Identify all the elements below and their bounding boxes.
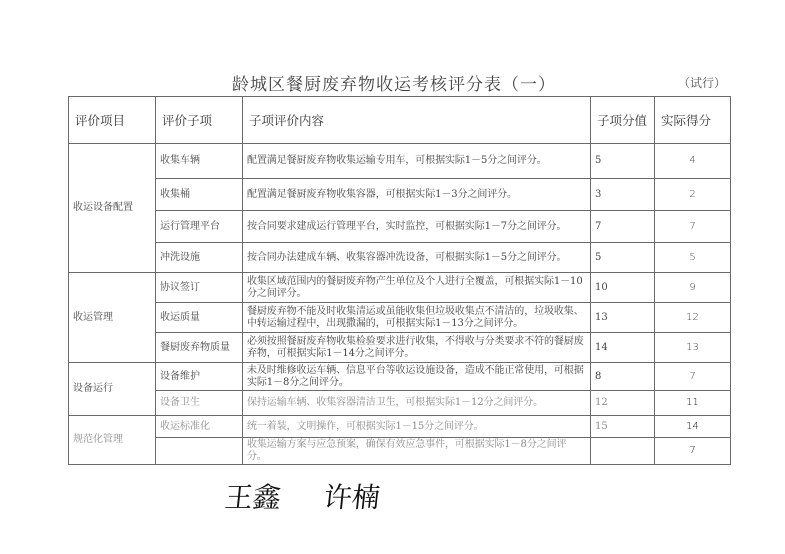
criteria-cell: 保持运输车辆、收集容器清洁卫生，可根据实际1－12分之间评分。 [243, 391, 591, 416]
sub-item-cell: 运行管理平台 [156, 211, 243, 243]
score-table [68, 96, 731, 465]
header-category: 评价项目 [69, 97, 156, 144]
table-row [69, 144, 731, 179]
sub-item-cell: 收集桶 [156, 179, 243, 211]
actual-score-cell: 11 [655, 391, 731, 416]
max-score-cell: 5 [591, 243, 655, 273]
actual-score-cell: 9 [655, 273, 731, 303]
criteria-cell: 餐厨废弃物不能及时收集清运或虽能收集但垃圾收集点不清洁的，垃圾收集、中转运输过程中，出现撒漏的，可根据实际1－13分之间评分。 [243, 303, 591, 333]
header-actual-score: 实际得分 [655, 97, 731, 144]
sub-item-cell: 收运标准化 [156, 416, 243, 438]
header-row [69, 97, 731, 144]
table-row [69, 211, 731, 243]
max-score-cell: 10 [591, 273, 655, 303]
actual-score-cell: 7 [655, 438, 731, 465]
actual-score-cell: 14 [655, 416, 731, 438]
table-row [69, 273, 731, 303]
max-score-cell: 5 [591, 144, 655, 179]
criteria-cell: 按合同办法建成车辆、收集容器冲洗设备，可根据实际1－5分之间评分。 [243, 243, 591, 273]
criteria-cell: 必须按照餐厨废弃物收集检验要求进行收集，不得收与分类要求不符的餐厨废弃物，可根据实际1－14分之间评分。 [243, 333, 591, 363]
criteria-cell: 配置满足餐厨废弃物收集容器，可根据实际1－3分之间评分。 [243, 179, 591, 211]
actual-score-cell: 12 [655, 303, 731, 333]
sub-item-cell [156, 438, 243, 465]
table-row [69, 363, 731, 391]
category-cell: 规范化管理 [69, 416, 156, 465]
table-row [69, 333, 731, 363]
sub-item-cell: 冲洗设施 [156, 243, 243, 273]
max-score-cell: 14 [591, 333, 655, 363]
max-score-cell: 7 [591, 211, 655, 243]
category-cell: 收运管理 [69, 273, 156, 363]
header-sub-item: 评价子项 [156, 97, 243, 144]
actual-score-cell: 7 [655, 363, 731, 391]
max-score-cell: 8 [591, 363, 655, 391]
max-score-cell: 13 [591, 303, 655, 333]
actual-score-cell: 7 [655, 211, 731, 243]
table-row [69, 391, 731, 416]
table-row [69, 303, 731, 333]
criteria-cell: 按合同要求建成运行管理平台，实时监控，可根据实际1－7分之间评分。 [243, 211, 591, 243]
table-row [69, 243, 731, 273]
signature: 王鑫 [223, 481, 283, 514]
sub-item-cell: 协议签订 [156, 273, 243, 303]
criteria-cell: 未及时维修收运车辆、信息平台等收运设施设备，造成不能正常使用，可根据实际1－8分之间评分。 [243, 363, 591, 391]
actual-score-cell: 13 [655, 333, 731, 363]
actual-score-cell: 4 [655, 144, 731, 179]
trial-note: （试行） [678, 76, 727, 90]
max-score-cell [591, 438, 655, 465]
sub-item-cell: 收集车辆 [156, 144, 243, 179]
criteria-cell: 收集运输方案与应急预案，确保有效应急事件，可根据实际1－8分之间评分。 [243, 438, 591, 465]
category-cell: 设备运行 [69, 363, 156, 416]
actual-score-cell: 5 [655, 243, 731, 273]
table-row [69, 179, 731, 211]
criteria-cell: 收集区域范围内的餐厨废弃物产生单位及个人进行全覆盖，可根据实际1－10分之间评分。 [243, 273, 591, 303]
criteria-cell: 统一着装，文明操作，可根据实际1－15分之间评分。 [243, 416, 591, 438]
actual-score-cell: 2 [655, 179, 731, 211]
max-score-cell: 15 [591, 416, 655, 438]
criteria-cell: 配置满足餐厨废弃物收集运输专用车，可根据实际1－5分之间评分。 [243, 144, 591, 179]
header-max-score: 子项分值 [591, 97, 655, 144]
sub-item-cell: 设备维护 [156, 363, 243, 391]
table-row [69, 438, 731, 465]
max-score-cell: 3 [591, 179, 655, 211]
table-row [69, 416, 731, 438]
page-title: 龄城区餐厨废弃物收运考核评分表（一） [232, 75, 556, 95]
sub-item-cell: 设备卫生 [156, 391, 243, 416]
header-criteria: 子项评价内容 [243, 97, 591, 144]
signature: 许楠 [322, 481, 382, 514]
sub-item-cell: 餐厨废弃物质量 [156, 333, 243, 363]
max-score-cell: 12 [591, 391, 655, 416]
sub-item-cell: 收运质量 [156, 303, 243, 333]
handwritten-signatures [225, 476, 414, 516]
category-cell: 收运设备配置 [69, 144, 156, 273]
